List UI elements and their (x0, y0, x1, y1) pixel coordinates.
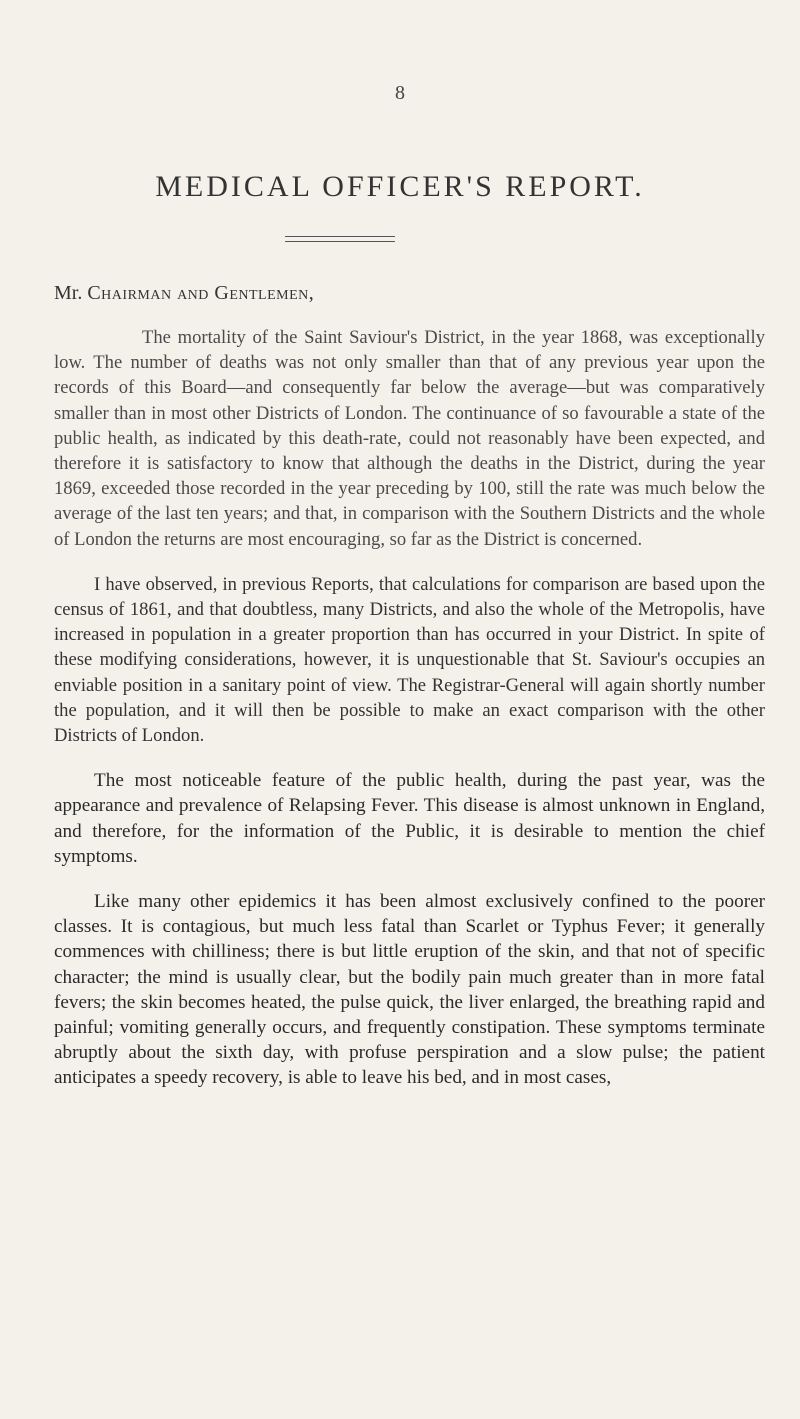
title-divider-lower (285, 241, 395, 242)
salutation (54, 282, 314, 305)
report-body (54, 325, 765, 1111)
paragraph-relapsing-fever: The most noticeable feature of the public health, during the past year, was the appearance and prevalence of Relapsing Fever. This disease is almost unknown in England, and therefore, for the information of the Public, it is desirable to mention the chief symptoms. (54, 770, 765, 867)
paragraph-mortality: The mortality of the Saint Saviour's District, in the year 1868, was exceptionally low. The number of deaths was not only smaller than that of any previous year upon the records of this Board—and consequently far below the average—but was comparatively smaller than in most other Districts of London. The continuance of so favourable a state of the public health, as indicated by this death-rate, could not reasonably have been expected, and therefore it is satisfactory to know that although the deaths in the District, during the year 1869, exceeded those recorded in the year preceding by 100, still the rate was much below the average of the last ten years; and that, in comparison with the Southern Districts and the whole of London the returns are most encouraging, so far as the District is concerned. (54, 327, 765, 550)
report-title: MEDICAL OFFICER'S REPORT. (155, 170, 645, 203)
paragraph-symptoms: Like many other epidemics it has been almost exclusively confined to the poorer classes. It is contagious, but much less fatal than Scarlet or Typhus Fever; it generally commences with chilliness; there is but little eruption of the skin, and that not of specific character; the mind is usually clear, but the bodily pain much greater than in more fatal fevers; the skin becomes heated, the pulse quick, the liver enlarged, the breathing rapid and painful; vomiting generally occurs, and frequently constipation. These symptoms terminate abruptly about the sixth day, with profuse perspiration and a slow pulse; the patient anticipates a speedy recovery, is able to leave his bed, and in most cases, (54, 891, 765, 1089)
title-divider-upper (285, 236, 395, 237)
salutation-prefix: Mr. (54, 282, 83, 304)
paragraph-census: I have observed, in previous Reports, that calculations for comparison are based upon the census of 1861, and that doubtless, many Districts, and also the whole of the Metropolis, have increased in population in a greater proportion than has occurred in your District. In spite of these modifying considerations, however, it is unquestionable that St. Saviour's occupies an enviable position in a sanitary point of view. The Registrar-General will again shortly number the population, and it will then be possible to make an exact comparison with the other Districts of London. (54, 573, 765, 747)
salutation-text: Chairman and Gentlemen, (87, 282, 315, 304)
page-number: 8 (395, 82, 405, 104)
